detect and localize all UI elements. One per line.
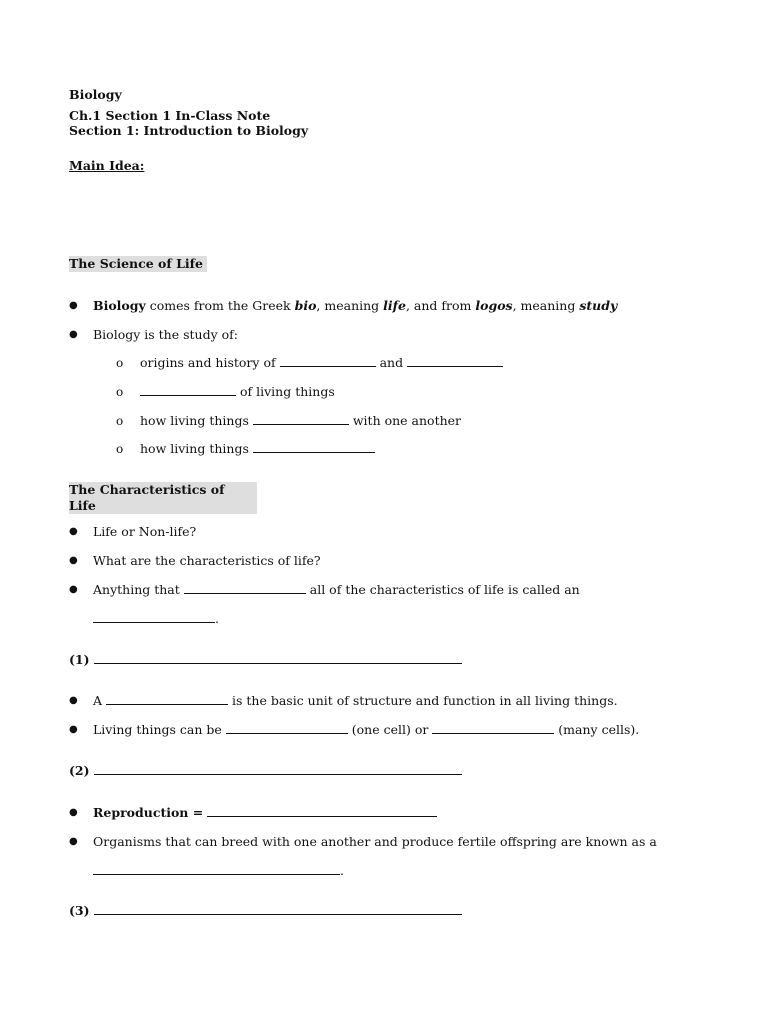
- of-living-things-line: [140, 384, 335, 400]
- sub-bullet-circle: o: [116, 414, 124, 428]
- text-segment: of living things: [239, 384, 335, 399]
- subject-title: Biology: [69, 87, 122, 102]
- how-living-things-line: [140, 441, 375, 457]
- section-title: Section 1: Introduction to Biology: [69, 123, 309, 138]
- sub-bullet-circle: o: [116, 442, 124, 456]
- unicellular-multicellular-line: [93, 722, 639, 738]
- fill-blank[interactable]: [432, 722, 554, 734]
- characteristics-heading: The Characteristics of Life: [69, 482, 257, 514]
- organisms-line: Organisms that can breed with one another and produce fertile offspring are known as a: [93, 834, 657, 849]
- item-number: (2): [69, 763, 90, 778]
- fill-blank[interactable]: [253, 413, 349, 425]
- bullet-dot: ●: [69, 584, 78, 595]
- species-blank-line: [93, 863, 344, 879]
- sub-bullet-circle: o: [116, 356, 124, 370]
- fill-blank[interactable]: [140, 384, 236, 396]
- text-segment: , meaning: [512, 298, 580, 313]
- bio-term: bio: [294, 298, 317, 313]
- study-term: study: [579, 298, 618, 313]
- bullet-dot: ●: [69, 526, 78, 537]
- fill-blank[interactable]: [106, 693, 228, 705]
- text-segment: and: [379, 355, 404, 370]
- text-segment: .: [215, 611, 219, 626]
- fill-blank[interactable]: [253, 441, 375, 453]
- origins-line: [140, 355, 503, 371]
- text-segment: all of the characteristics of life is called an: [309, 582, 580, 597]
- text-segment: with one another: [352, 413, 462, 428]
- text-segment: how living things: [140, 441, 249, 456]
- anything-that-line: [93, 582, 580, 598]
- text-segment: , and from: [405, 298, 476, 313]
- text-segment: A: [93, 693, 103, 708]
- bullet-dot: ●: [69, 807, 78, 818]
- sub-bullet-circle: o: [116, 385, 124, 399]
- fill-blank[interactable]: [93, 863, 340, 875]
- text-segment: Living things can be: [93, 722, 222, 737]
- fill-blank[interactable]: [280, 355, 376, 367]
- text-segment: .: [340, 863, 344, 878]
- fill-blank[interactable]: [94, 763, 462, 775]
- item-number: (3): [69, 903, 90, 918]
- called-an-blank-line: [93, 611, 219, 627]
- item-1-line: [69, 652, 462, 668]
- biology-origin-line: [93, 298, 617, 314]
- bullet-dot: ●: [69, 836, 78, 847]
- text-segment: , meaning: [316, 298, 384, 313]
- science-of-life-heading: The Science of Life: [69, 256, 207, 272]
- text-segment: origins and history of: [140, 355, 276, 370]
- fill-blank[interactable]: [226, 722, 348, 734]
- main-idea-label: Main Idea:: [69, 158, 145, 173]
- text-segment: is the basic unit of structure and function in all living things.: [232, 693, 618, 708]
- reproduction-line: [93, 805, 437, 821]
- study-of-line: Biology is the study of:: [93, 327, 238, 342]
- fill-blank[interactable]: [94, 903, 462, 915]
- bullet-dot: ●: [69, 695, 78, 706]
- logos-term: logos: [475, 298, 513, 313]
- text-segment: comes from the Greek: [145, 298, 295, 313]
- bullet-dot: ●: [69, 329, 78, 340]
- fill-blank[interactable]: [184, 582, 306, 594]
- note-title: Ch.1 Section 1 In-Class Note: [69, 108, 271, 123]
- fill-blank[interactable]: [207, 805, 437, 817]
- bullet-dot: ●: [69, 724, 78, 735]
- reproduction-term: Reproduction =: [93, 805, 204, 820]
- cell-definition-line: [93, 693, 618, 709]
- interact-line: [140, 413, 461, 429]
- fill-blank[interactable]: [407, 355, 503, 367]
- item-number: (1): [69, 652, 90, 667]
- text-segment: Anything that: [93, 582, 180, 597]
- text-segment: (one cell) or: [351, 722, 429, 737]
- text-segment: how living things: [140, 413, 249, 428]
- item-2-line: [69, 763, 462, 779]
- life-term: life: [383, 298, 406, 313]
- characteristics-question-line: What are the characteristics of life?: [93, 553, 321, 568]
- fill-blank[interactable]: [94, 652, 462, 664]
- bullet-dot: ●: [69, 300, 78, 311]
- life-or-nonlife-line: Life or Non-life?: [93, 524, 197, 539]
- bullet-dot: ●: [69, 555, 78, 566]
- text-segment: (many cells).: [558, 722, 640, 737]
- item-3-line: [69, 903, 462, 919]
- biology-term: Biology: [93, 298, 146, 313]
- fill-blank[interactable]: [93, 611, 215, 623]
